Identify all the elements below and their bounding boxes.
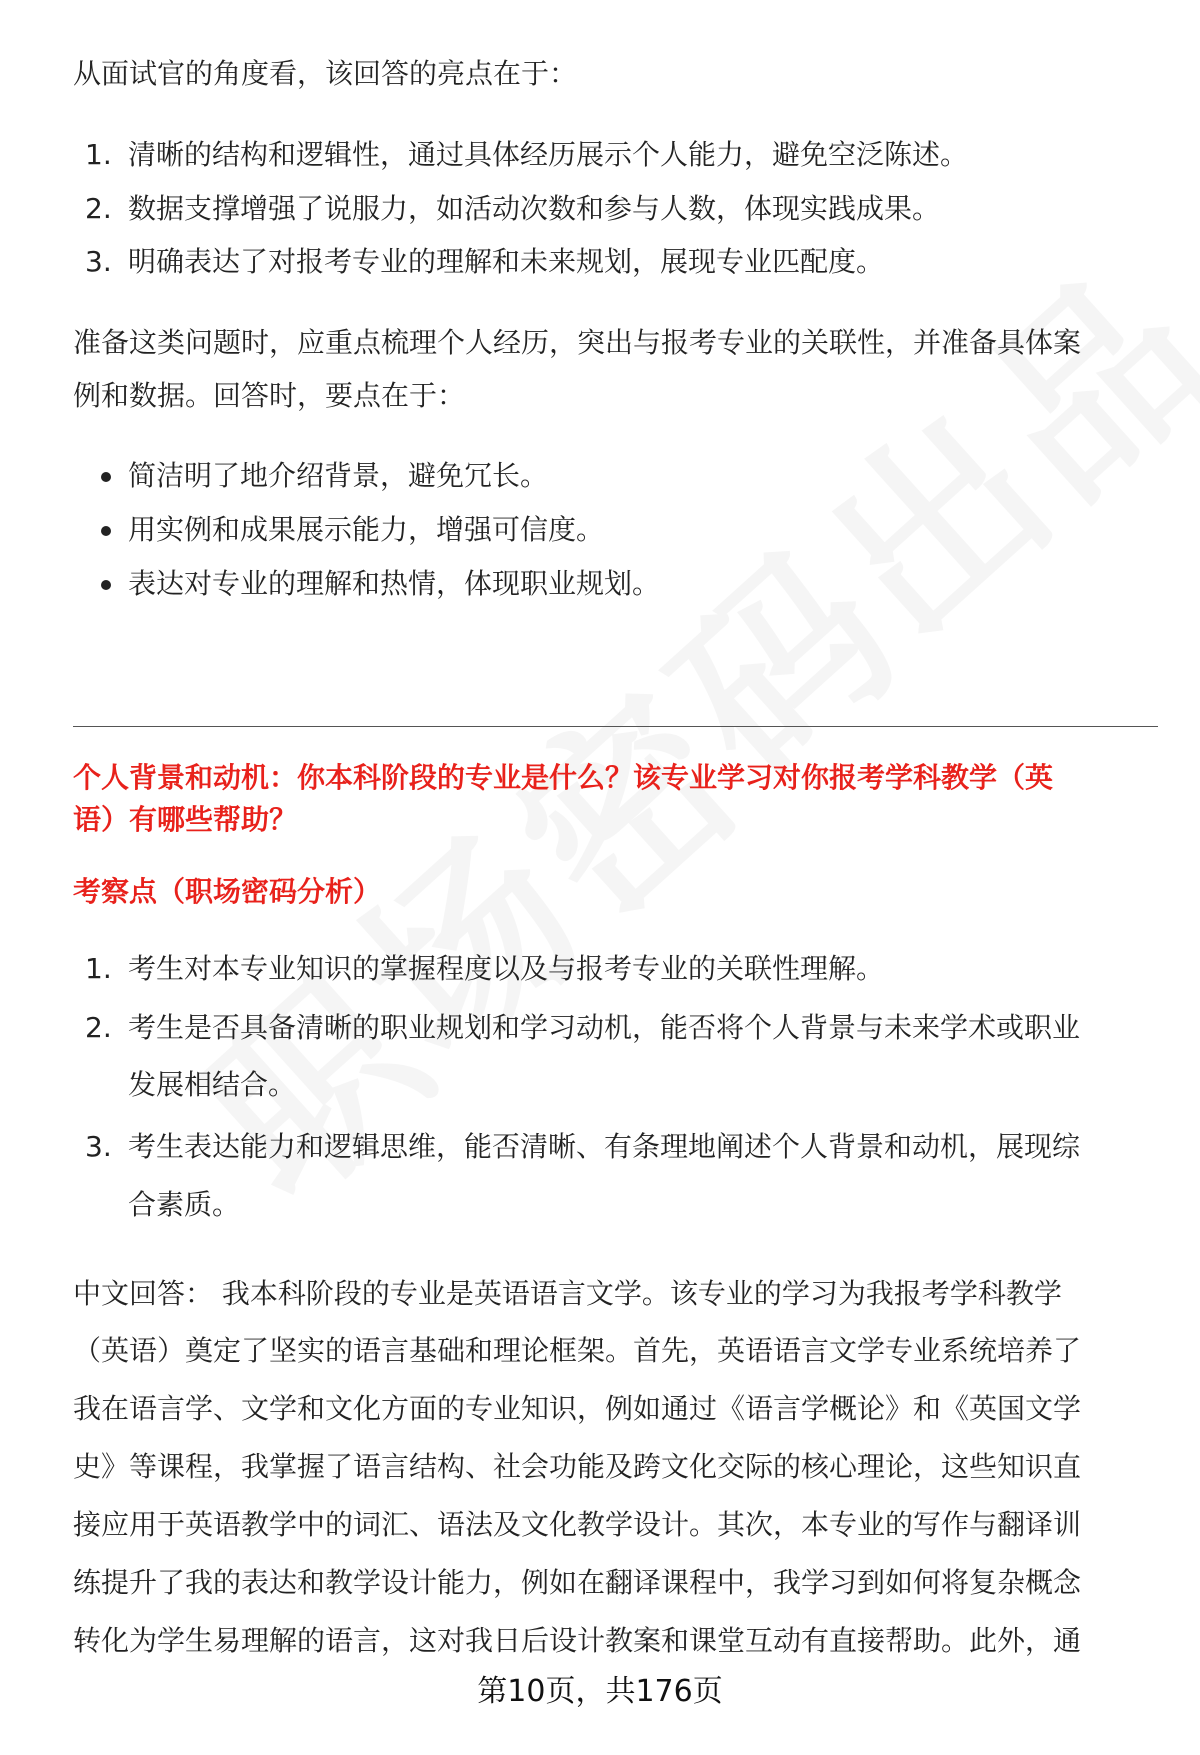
- document-page: [73, 0, 1158, 1755]
- list-item-text: 考生表达能力和逻辑思维，能否清晰、有条理地阐述个人背景和动机，展现综: [128, 1130, 1081, 1163]
- list-item-text: 用实例和成果展示能力，增强可信度。: [128, 513, 605, 546]
- answer-line: 史》等课程，我掌握了语言结构、社会功能及跨文化交际的核心理论，这些知识直: [73, 1450, 1082, 1483]
- list-item-text: 明确表达了对报考专业的理解和未来规划，展现专业匹配度。: [128, 245, 885, 278]
- list-number: 3.: [85, 245, 112, 278]
- answer-line: 我在语言学、文学和文化方面的专业知识，例如通过《语言学概论》和《英国文学: [73, 1392, 1082, 1425]
- answer-line: 练提升了我的表达和教学设计能力，例如在翻译课程中，我学习到如何将复杂概念: [73, 1566, 1082, 1599]
- list-number: 2.: [85, 1011, 112, 1044]
- intro-paragraph: 从面试官的角度看，该回答的亮点在于：: [73, 57, 578, 90]
- list-number: 1.: [85, 952, 112, 985]
- bullet-icon: [101, 580, 111, 590]
- list-number: 2.: [85, 192, 112, 225]
- list-item-text: 发展相结合。: [128, 1068, 297, 1101]
- bullet-icon: [101, 472, 111, 482]
- list-number: 3.: [85, 1130, 112, 1163]
- prep-paragraph-line: 准备这类问题时，应重点梳理个人经历，突出与报考专业的关联性，并准备具体案: [73, 326, 1082, 359]
- question-heading: 语）有哪些帮助？: [73, 803, 298, 836]
- page-footer: 第10页，共176页: [477, 1674, 723, 1709]
- list-item-text: 考生是否具备清晰的职业规划和学习动机，能否将个人背景与未来学术或职业: [128, 1011, 1081, 1044]
- list-item-text: 合素质。: [128, 1188, 241, 1221]
- section-divider: [73, 726, 1158, 727]
- answer-line: 中文回答： 我本科阶段的专业是英语语言文学。该专业的学习为我报考学科教学: [73, 1277, 1062, 1310]
- list-number: 1.: [85, 138, 112, 171]
- list-item-text: 简洁明了地介绍背景，避免冗长。: [128, 459, 549, 492]
- list-item-text: 清晰的结构和逻辑性，通过具体经历展示个人能力，避免空泛陈述。: [128, 138, 969, 171]
- list-item-text: 表达对专业的理解和热情，体现职业规划。: [128, 567, 661, 600]
- prep-paragraph-line: 例和数据。回答时，要点在于：: [73, 379, 466, 412]
- list-item-text: 数据支撑增强了说服力，如活动次数和参与人数，体现实践成果。: [128, 192, 941, 225]
- answer-line: 接应用于英语教学中的词汇、语法及文化教学设计。其次，本专业的写作与翻译训: [73, 1508, 1082, 1541]
- list-item-text: 考生对本专业知识的掌握程度以及与报考专业的关联性理解。: [128, 952, 885, 985]
- answer-line: （英语）奠定了坚实的语言基础和理论框架。首先，英语语言文学专业系统培养了: [73, 1334, 1082, 1367]
- question-heading: 个人背景和动机：你本科阶段的专业是什么？该专业学习对你报考学科教学（英: [73, 761, 1054, 794]
- answer-line: 转化为学生易理解的语言，这对我日后设计教案和课堂互动有直接帮助。此外，通: [73, 1624, 1082, 1657]
- bullet-icon: [101, 526, 111, 536]
- exam-points-title: 考察点（职场密码分析）: [73, 875, 382, 908]
